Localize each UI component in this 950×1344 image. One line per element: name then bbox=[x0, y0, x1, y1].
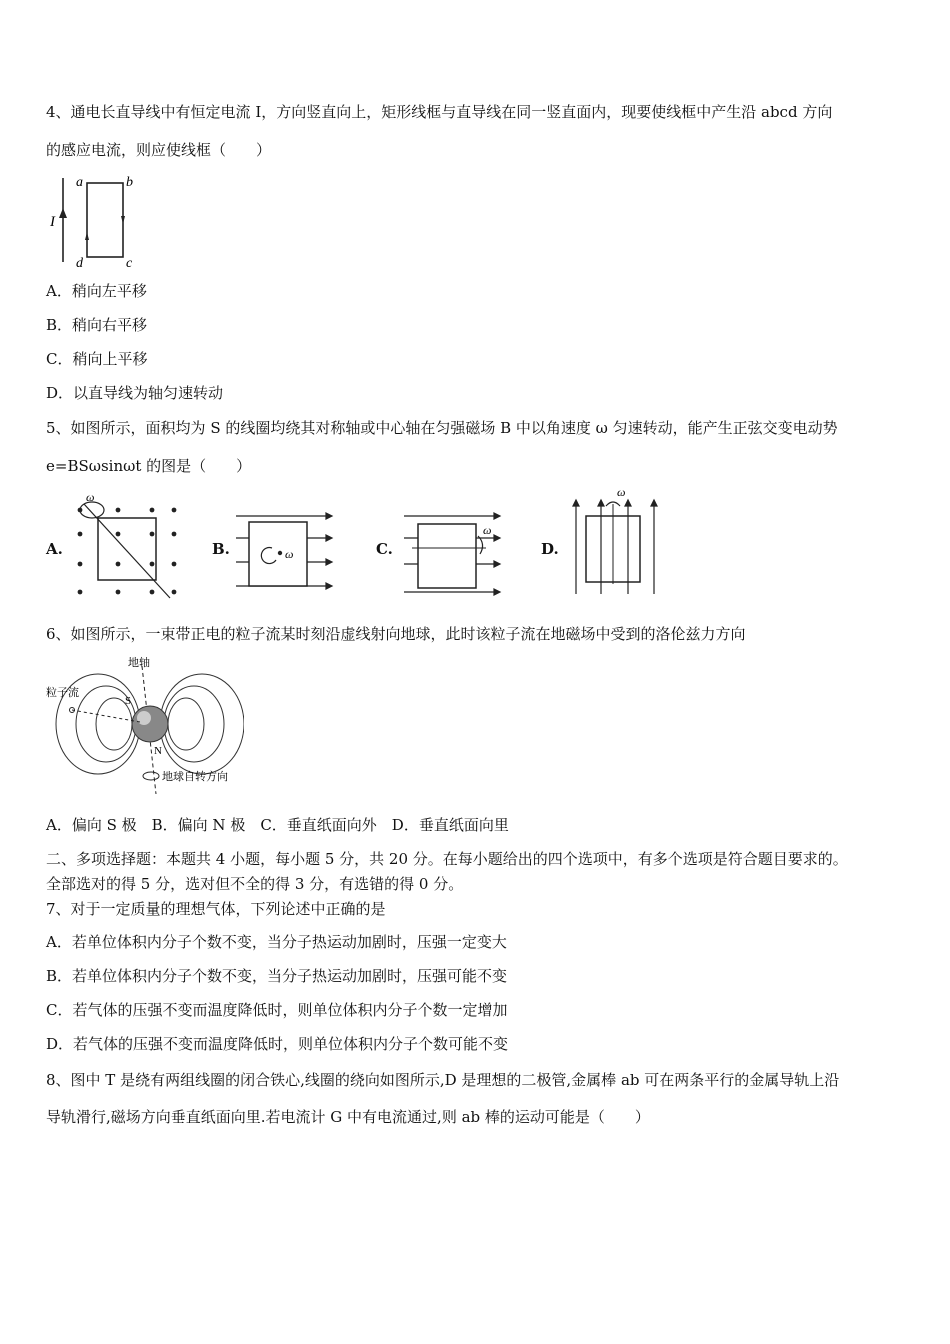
rotation-arrow-icon bbox=[478, 536, 483, 554]
section2-line2: 全部选对的得 5 分，选对但不全的得 3 分，有选错的得 0 分。 bbox=[46, 875, 464, 893]
rotation-arrow-icon bbox=[80, 502, 104, 518]
rotation-label: 地球自转方向 bbox=[162, 771, 228, 783]
omega-label: ω bbox=[483, 523, 492, 537]
q4-wire-loop-figure bbox=[44, 170, 144, 270]
loop-arrow-up-icon bbox=[85, 232, 89, 240]
q5-figure-d bbox=[568, 484, 664, 596]
q5-label-b: B. bbox=[212, 540, 230, 558]
axis-dot-icon bbox=[278, 551, 282, 555]
n-pole-label: N bbox=[154, 745, 162, 757]
q4-stem-line1: 4、通电长直导线中有恒定电流 I，方向竖直向上，矩形线框与直导线在同一竖直面内，现要使线框中产生沿 abcd 方向 bbox=[46, 103, 833, 121]
coil bbox=[418, 524, 476, 588]
q7-stem: 7、对于一定质量的理想气体，下列论述中正确的是 bbox=[46, 900, 386, 918]
omega-label: ω bbox=[617, 485, 626, 499]
section2-line1: 二、多项选择题：本题共 4 小题，每小题 5 分，共 20 分。在每小题给出的四个选项中，有多个选项是符合题目要求的。 bbox=[46, 850, 848, 868]
axis-label: 地轴 bbox=[128, 657, 150, 669]
q6-stem: 6、如图所示，一束带正电的粒子流某时刻沿虚线射向地球，此时该粒子流在地磁场中受到的洛伦兹力方向 bbox=[46, 625, 746, 643]
q5-stem-line1: 5、如图所示，面积均为 S 的线圈均绕其对称轴或中心轴在匀强磁场 B 中以角速度 ω 匀速转动，能产生正弦交变电动势 bbox=[46, 419, 838, 437]
q5-stem-line2: e=BSωsinωt 的图是（ ） bbox=[46, 457, 252, 475]
q7-option-c: C．若气体的压强不变而温度降低时，则单位体积内分子个数一定增加 bbox=[46, 1001, 508, 1019]
q6-earth-field-figure bbox=[44, 652, 244, 797]
q4-option-b: B．稍向右平移 bbox=[46, 316, 148, 334]
q5-label-d: D. bbox=[541, 540, 559, 558]
corner-b-label: b bbox=[126, 175, 133, 190]
q5-figure-b bbox=[234, 508, 334, 594]
current-label: I bbox=[50, 214, 55, 230]
q7-option-b: B．若单位体积内分子个数不变，当分子热运动加剧时，压强可能不变 bbox=[46, 967, 508, 985]
coil bbox=[98, 518, 156, 580]
corner-d-label: d bbox=[76, 256, 83, 270]
particle-label: 粒子流 bbox=[46, 687, 79, 699]
q5-label-a: A. bbox=[46, 540, 63, 558]
q6-options: A．偏向 S 极 B．偏向 N 极 C．垂直纸面向外 D．垂直纸面向里 bbox=[46, 816, 509, 834]
q7-option-d: D．若气体的压强不变而温度降低时，则单位体积内分子个数可能不变 bbox=[46, 1035, 509, 1053]
coil bbox=[249, 522, 307, 586]
loop-arrow-down-icon bbox=[121, 216, 125, 224]
omega-label: ω bbox=[86, 492, 95, 504]
q4-option-d: D．以直导线为轴匀速转动 bbox=[46, 384, 224, 402]
corner-a-label: a bbox=[76, 175, 83, 190]
q8-stem-line2: 导轨滑行,磁场方向垂直纸面向里.若电流计 G 中有电流通过,则 ab 棒的运动可能是（ ） bbox=[46, 1108, 650, 1126]
q7-option-a: A．若单位体积内分子个数不变，当分子热运动加剧时，压强一定变大 bbox=[46, 933, 507, 951]
earth bbox=[132, 706, 168, 742]
q4-stem-line2: 的感应电流，则应使线框（ ） bbox=[46, 141, 272, 159]
omega-label: ω bbox=[285, 547, 294, 561]
rotation-arrow-icon bbox=[143, 772, 159, 780]
s-pole-label: S bbox=[125, 695, 132, 707]
q4-option-c: C．稍向上平移 bbox=[46, 350, 148, 368]
q5-figure-a bbox=[70, 492, 185, 600]
q5-figure-c bbox=[400, 508, 504, 598]
q8-stem-line1: 8、图中 T 是绕有两组线圈的闭合铁心,线圈的绕向如图所示,D 是理想的二极管,金属棒 ab 可在两条平行的金属导轨上沿 bbox=[46, 1071, 840, 1089]
q5-label-c: C. bbox=[376, 540, 393, 558]
current-arrow-icon bbox=[59, 208, 67, 218]
corner-c-label: c bbox=[126, 256, 133, 270]
earth-highlight bbox=[137, 711, 151, 725]
rect-loop bbox=[87, 183, 123, 257]
q4-option-a: A．稍向左平移 bbox=[46, 282, 147, 300]
